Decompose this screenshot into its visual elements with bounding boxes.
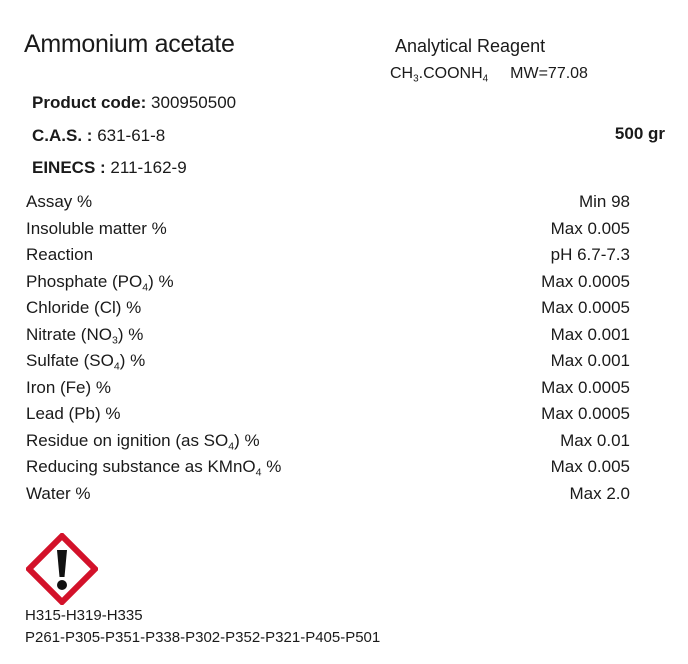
spec-row [26,269,630,296]
spec-label-text: Insoluble matter % [26,218,167,238]
spec-value: Max 0.01 [560,430,630,450]
spec-label-text: Reaction [26,245,94,264]
spec-label-text: Lead (Pb) % [26,404,121,423]
chemical-formula [390,65,588,83]
spec-label-text: Reducing substance as KMnO [26,457,256,476]
spec-value: Max 2.0 [569,483,630,503]
spec-label-text: Assay % [26,192,93,211]
spec-label-text: ) % [117,324,144,344]
specification-table [26,189,630,507]
spec-row [26,348,630,375]
precautionary-statements: P261-P305-P351-P338-P302-P352-P321-P405-P501 [25,629,381,646]
spec-value: Min 98 [578,192,630,211]
spec-row [26,295,630,322]
product-name: Ammonium acetate [24,30,235,58]
spec-label [26,348,145,375]
spec-label-subscript: 4 [255,466,262,479]
spec-row [26,481,630,508]
einecs-value: 211-162-9 [110,158,187,177]
spec-value: Max 0.005 [550,457,630,476]
spec-label-subscript: 4 [228,440,235,453]
spec-label-text: Chloride (Cl) % [26,298,142,317]
spec-label [26,216,167,243]
spec-value: Max 0.001 [550,324,630,344]
spec-value: Max 0.001 [550,351,630,370]
product-code-value: 300950500 [151,93,237,112]
einecs-label: EINECS : [32,158,106,177]
formula-subscript: 3 [413,73,419,85]
spec-row [26,242,630,269]
spec-row [26,375,630,402]
spec-label-text: ) % [148,271,174,291]
spec-row [26,189,630,216]
spec-label-text: Water % [26,483,91,503]
spec-row [26,322,630,349]
spec-label-text: Nitrate (NO [26,324,112,344]
formula-part: .COONH [418,65,483,82]
spec-label [26,481,91,508]
spec-label [26,189,92,216]
spec-label-text: ) % [119,351,146,370]
spec-label-text: Residue on ignition (as SO [26,430,229,450]
spec-value: Max 0.0005 [541,377,630,397]
formula-part: CH [390,65,414,82]
spec-value: Max 0.005 [550,218,630,238]
product-code-label: Product code: [32,93,147,112]
spec-label-text: ) % [234,430,260,450]
spec-label [26,269,174,296]
cas-value: 631-61-8 [97,126,166,145]
einecs-number [32,158,187,178]
spec-label [26,454,281,481]
spec-label-subscript: 4 [113,360,120,373]
molecular-weight: MW=77.08 [510,65,588,82]
spec-row [26,216,630,243]
cas-label: C.A.S. : [32,126,93,145]
formula-subscript: 4 [482,73,489,85]
exclamation-mark-icon [26,533,98,605]
spec-label-subscript: 3 [111,334,118,347]
spec-row [26,428,630,455]
product-code [32,93,236,113]
spec-value: pH 6.7-7.3 [550,245,630,264]
spec-value: Max 0.0005 [541,271,630,291]
pack-size: 500 gr [614,124,665,143]
spec-label-text: Phosphate (PO [26,271,143,291]
spec-row [26,454,630,481]
spec-label [26,428,260,455]
spec-label-text: Iron (Fe) % [26,377,112,397]
spec-label [26,401,121,428]
spec-label [26,375,111,402]
spec-value: Max 0.0005 [541,404,630,423]
spec-label [26,322,143,349]
spec-label [26,242,93,269]
hazard-statements: H315-H319-H335 [25,607,143,624]
spec-label-subscript: 4 [142,281,149,294]
cas-number [32,126,165,146]
spec-label-text: Sulfate (SO [26,351,114,370]
spec-row [26,401,630,428]
spec-label-text: % [261,457,282,476]
reagent-grade: Analytical Reagent [395,36,546,56]
spec-label [26,295,141,322]
spec-value: Max 0.0005 [541,298,630,317]
